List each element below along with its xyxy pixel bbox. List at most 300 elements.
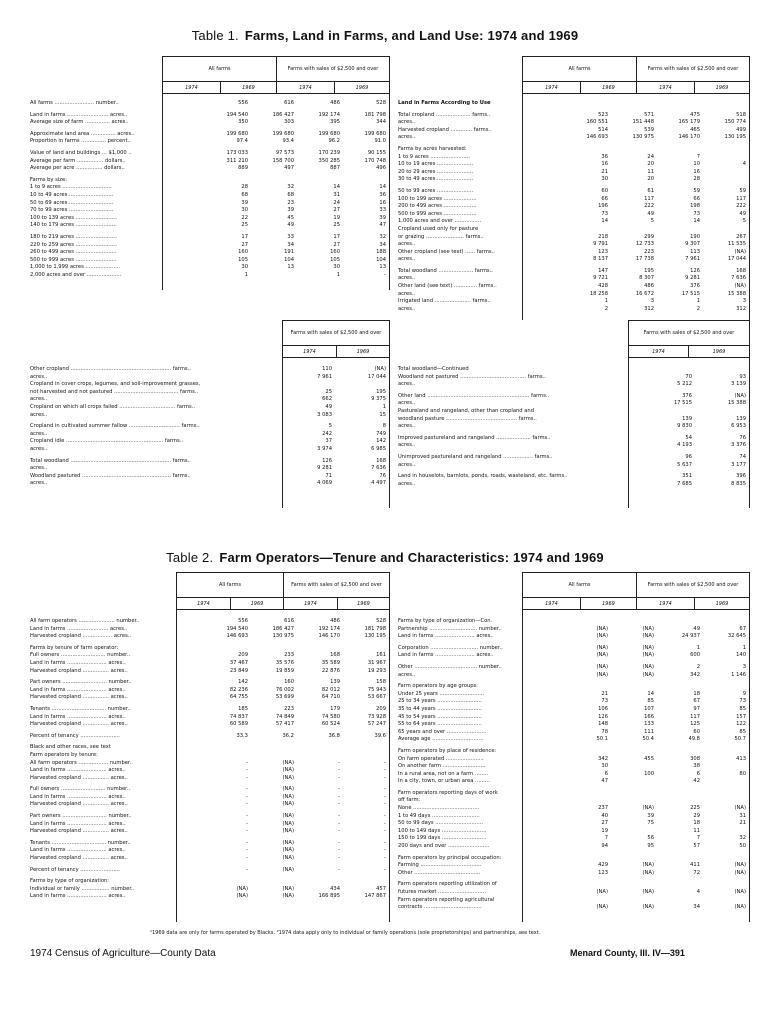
table-row xyxy=(398,423,750,431)
cell-b: 107 xyxy=(644,705,654,712)
cell-c xyxy=(658,855,704,863)
row-label: 25 to 34 years ........................... xyxy=(398,698,482,705)
row-label: not harvested and not pastured ....................................... farms.. xyxy=(30,388,199,395)
cell-d: 130 195 xyxy=(364,633,386,640)
cell-a: 194 540 xyxy=(226,111,248,118)
row-label: 10 to 49 acres ........................... xyxy=(30,191,114,198)
row-label: acres.. xyxy=(398,381,416,388)
cell-c xyxy=(658,748,704,756)
cell-c xyxy=(658,790,704,798)
table-row xyxy=(30,786,390,794)
row-label: 1 to 9 acres ........................ xyxy=(398,153,470,160)
row-label: Farms by tenure of farm operator: xyxy=(30,644,119,651)
cell-d: 122 xyxy=(736,721,746,728)
cell-b: (NA) xyxy=(642,663,654,670)
cell-d: 150 774 xyxy=(724,119,746,126)
cell-a xyxy=(206,878,252,886)
cell-a: 60 589 xyxy=(229,721,248,728)
row-label: acres.. xyxy=(398,241,416,248)
cell-c: 24 937 xyxy=(681,633,700,640)
table-row xyxy=(398,855,750,863)
table-row xyxy=(30,801,390,809)
table1-title: Table 1. Farms, Land in Farms, and Land Use: 1974 and 1969 xyxy=(191,28,579,43)
table-row xyxy=(398,473,750,481)
cell-a: 1 xyxy=(244,271,248,278)
row-label: acres.. xyxy=(398,671,416,678)
cell-c: 14 xyxy=(693,218,700,225)
table-row xyxy=(398,828,750,836)
cell-b: (NA) xyxy=(282,801,294,808)
cell-a: 194 540 xyxy=(226,625,248,632)
table-row xyxy=(30,389,390,397)
table-row xyxy=(30,813,390,821)
cell-d: 158 xyxy=(376,679,386,686)
cell-d: 396 xyxy=(736,473,746,480)
cell-c: 82 012 xyxy=(321,686,340,693)
table-row xyxy=(30,264,390,272)
cell-a: 9 721 xyxy=(593,275,608,282)
cell-b: 616 xyxy=(284,618,294,624)
cell-d: 222 xyxy=(736,203,746,210)
cell-d: 80 xyxy=(739,770,746,777)
cell-b: 151 448 xyxy=(632,119,654,126)
cell-b: 160 xyxy=(284,679,294,686)
table-row xyxy=(30,760,390,768)
cell-c: 242 xyxy=(322,430,332,437)
cell-a: 556 xyxy=(238,618,248,624)
cell-b: 486 xyxy=(644,283,654,290)
row-label: Cropland used only for pasture xyxy=(398,225,479,232)
cell-b: (NA) xyxy=(642,652,654,659)
cell-a: - xyxy=(246,828,248,835)
cell-a: - xyxy=(246,839,248,846)
row-label: Approximate land area ............... acres.. xyxy=(30,130,135,137)
row-label: Total woodland ............................................................. farms.. xyxy=(30,457,191,464)
table-row xyxy=(30,867,390,875)
cell-d: 74 xyxy=(739,453,746,460)
table-row xyxy=(30,821,390,829)
table-row xyxy=(30,374,390,382)
cell-a: - xyxy=(246,767,248,774)
cell-d: - xyxy=(384,271,386,278)
cell-d: 4 497 xyxy=(371,480,386,487)
cell-b: 5 xyxy=(650,218,654,225)
cell-a: 60 xyxy=(601,187,608,194)
table-row xyxy=(398,154,750,162)
cell-d xyxy=(704,797,750,805)
cell-d: 31 xyxy=(739,812,746,819)
cell-c: 18 xyxy=(693,690,700,697)
cell-d: (NA) xyxy=(374,366,386,372)
cell-d: 17 044 xyxy=(367,373,386,380)
cell-a: 36 xyxy=(601,153,608,160)
cell-c: 3 083 xyxy=(317,411,332,418)
cell-b: 616 xyxy=(284,100,294,106)
cell-d: (NA) xyxy=(734,889,746,895)
row-label: Other land .............................................................. farms.. xyxy=(398,392,550,399)
table-row xyxy=(30,138,390,146)
cell-d: 13 xyxy=(379,264,386,271)
cell-d: 76 xyxy=(739,434,746,441)
cell-b: 95 xyxy=(647,843,654,850)
cell-d: (NA) xyxy=(734,869,746,876)
table-row xyxy=(398,366,750,374)
table-row xyxy=(398,721,750,729)
table-row xyxy=(30,446,390,454)
table2-footnote: ¹1969 data are only for farms operated by Blacks. ²1974 data apply only to individual or family operations (sole proprietorships) and partnerships, see text. xyxy=(150,930,541,936)
cell-a: 8 137 xyxy=(593,256,608,263)
cell-a: 73 xyxy=(601,698,608,705)
cell-c: 4 193 xyxy=(677,442,692,449)
cell-b: 74 849 xyxy=(275,713,294,720)
cell-d: 6 953 xyxy=(731,423,746,430)
cell-c: 165 179 xyxy=(678,119,700,126)
row-label: acres.. xyxy=(30,396,48,403)
cell-a: 1 xyxy=(604,298,608,305)
table-row xyxy=(398,218,750,226)
cell-a: 21 xyxy=(601,690,608,697)
row-label: acres.. xyxy=(398,119,416,126)
cell-c: 199 680 xyxy=(318,130,340,137)
cell-b: 303 xyxy=(284,119,294,126)
cell-c: 190 xyxy=(690,233,700,240)
table-row xyxy=(398,820,750,828)
cell-c: - xyxy=(338,774,340,781)
cell-a: 21 xyxy=(601,168,608,175)
cell-c: 1 xyxy=(696,644,700,651)
row-label: On another farm .......................... xyxy=(398,763,486,770)
cell-d xyxy=(704,855,750,863)
cell-c: 6 xyxy=(696,770,700,777)
table-row xyxy=(30,192,390,200)
cell-d: 496 xyxy=(376,165,386,172)
row-label: Other cropland (see text) ...... farms.. xyxy=(398,248,495,255)
cell-a: - xyxy=(246,847,248,854)
table1-left-panel xyxy=(30,100,390,279)
cell-d: - xyxy=(384,855,386,862)
cell-d xyxy=(344,177,390,185)
cell-d: 413 xyxy=(736,755,746,762)
cell-d: 9 xyxy=(742,690,746,697)
table-row xyxy=(398,203,750,211)
cell-d: 181 798 xyxy=(364,111,386,118)
row-label: All farms ........................ number.. xyxy=(30,100,119,106)
table-row xyxy=(398,196,750,204)
table-row xyxy=(30,177,390,185)
cell-c: 179 xyxy=(330,705,340,712)
row-label: Farm operators reporting agricultural xyxy=(398,896,495,903)
table-row xyxy=(398,881,750,889)
cell-b: (NA) xyxy=(282,828,294,835)
cell-b xyxy=(612,797,658,805)
table-row xyxy=(30,679,390,687)
table-row xyxy=(30,794,390,802)
row-label: acres.. xyxy=(398,442,416,449)
cell-b: 223 xyxy=(284,705,294,712)
cell-d xyxy=(344,744,390,752)
cell-d: (NA) xyxy=(734,862,746,869)
table-row xyxy=(30,366,390,374)
cell-b xyxy=(612,778,658,786)
cell-b: 497 xyxy=(284,165,294,172)
cell-c: 887 xyxy=(330,165,340,172)
cell-d: 140 xyxy=(736,652,746,659)
cell-d: 33 xyxy=(379,207,386,214)
row-label: Land in farms ........................ acres.. xyxy=(30,767,126,774)
cell-a xyxy=(566,897,612,905)
cell-d: 1 xyxy=(382,403,386,410)
cell-d: 157 xyxy=(736,713,746,720)
cell-b: 233 xyxy=(284,652,294,659)
cell-c xyxy=(658,226,704,234)
cell-b: 117 xyxy=(644,195,654,202)
cell-c xyxy=(282,381,336,389)
row-label: acres.. xyxy=(30,373,48,380)
cell-c: - xyxy=(338,801,340,808)
row-label: Land in Farms According to Use xyxy=(398,100,491,106)
cell-b: 8 307 xyxy=(639,275,654,282)
row-label: acres.. xyxy=(30,411,48,418)
cell-d: 168 xyxy=(736,267,746,274)
cell-c: 27 xyxy=(333,207,340,214)
row-label: Land in farms ........................ acres.. xyxy=(30,659,126,666)
cell-a: 2 xyxy=(604,305,608,312)
cell-d: (NA) xyxy=(734,805,746,812)
cell-d: 5 xyxy=(742,218,746,225)
cell-b xyxy=(252,752,298,760)
cell-a: 25 xyxy=(241,222,248,229)
row-label: Total cropland ..................... farms.. xyxy=(398,111,491,118)
cell-c: 117 xyxy=(690,713,700,720)
cell-d: 312 xyxy=(736,305,746,312)
cell-c: 67 xyxy=(693,698,700,705)
table-row xyxy=(398,306,750,314)
row-label: Tenants ................................. number.. xyxy=(30,705,131,712)
cell-c: 198 xyxy=(690,203,700,210)
cell-a: 237 xyxy=(598,805,608,812)
table-row xyxy=(30,668,390,676)
cell-c: 96 xyxy=(685,453,692,460)
cell-b: 571 xyxy=(644,111,654,118)
cell-d xyxy=(696,408,750,416)
cell-b: (NA) xyxy=(642,889,654,895)
row-label: Cropland in cultivated summer fallow ............................... farms.. xyxy=(30,423,200,430)
cell-d xyxy=(704,169,750,177)
cell-b: 20 xyxy=(647,176,654,183)
row-label: 50 to 99 acres ...................... xyxy=(398,187,474,194)
cell-c: 113 xyxy=(690,248,700,255)
cell-b: 191 xyxy=(284,249,294,256)
cell-b: 35 576 xyxy=(275,659,294,666)
row-label: Unimproved pastureland and rangeland .................. farms.. xyxy=(398,453,553,460)
row-label: Land in farms ........................ acres.. xyxy=(30,847,126,854)
cell-c: - xyxy=(338,759,340,766)
cell-c: 72 xyxy=(693,869,700,876)
cell-b: (NA) xyxy=(642,805,654,812)
cell-c: 74 580 xyxy=(321,713,340,720)
cell-c: 64 710 xyxy=(321,694,340,701)
cell-d: 147 867 xyxy=(364,893,386,900)
cell-a: 429 xyxy=(598,862,608,869)
cell-d: 75 943 xyxy=(367,686,386,693)
cell-c: 4 xyxy=(696,889,700,895)
cell-b: 14 xyxy=(647,690,654,697)
cell-a: 37 467 xyxy=(229,659,248,666)
row-label: Farming ..................................... xyxy=(398,862,482,869)
row-label: Woodland pastured ...................................................... farms.. xyxy=(30,472,191,479)
cell-d: 3 177 xyxy=(731,461,746,468)
cell-d: 9 375 xyxy=(371,396,386,403)
row-label: Part owners ........................... number.. xyxy=(30,679,132,686)
cell-a: 28 xyxy=(241,184,248,191)
cell-b: 17 738 xyxy=(635,256,654,263)
cell-d: (NA) xyxy=(734,283,746,290)
table-row xyxy=(30,893,390,901)
cell-a: 27 xyxy=(601,820,608,827)
row-label: Corporation ............................. number.. xyxy=(398,644,503,651)
cell-b xyxy=(612,100,658,108)
table-row xyxy=(398,112,750,120)
row-label: contracts ................................... xyxy=(398,904,482,911)
row-label: Farm operators reporting days of work xyxy=(398,789,498,796)
cell-c xyxy=(658,100,704,108)
cell-d: 11 535 xyxy=(727,241,746,248)
cell-a: 97.4 xyxy=(236,138,248,145)
table2-left-header: All farms Farms with sales of $2,500 and over 1974 1969 1974 1969 xyxy=(176,572,390,610)
cell-c: 192 174 xyxy=(318,111,340,118)
cell-b: 57 417 xyxy=(275,721,294,728)
table-row xyxy=(30,184,390,192)
cell-d: 104 xyxy=(376,256,386,263)
row-label: 1,000 to 1,999 acres ..................... xyxy=(30,264,121,271)
cell-d: 14 xyxy=(379,184,386,191)
cell-a: 889 xyxy=(238,165,248,172)
cell-b: 130 975 xyxy=(632,134,654,141)
cell-c: 22 876 xyxy=(321,667,340,674)
cell-a: 14 xyxy=(601,218,608,225)
cell-a: 142 xyxy=(238,679,248,686)
cell-c: 376 xyxy=(682,392,692,399)
table-row xyxy=(30,249,390,257)
cell-c: 395 xyxy=(330,119,340,126)
cell-a: 30 xyxy=(601,176,608,183)
row-label: 140 to 179 acres ......................... xyxy=(30,222,117,229)
table-row xyxy=(398,226,750,234)
cell-b: (NA) xyxy=(282,847,294,854)
cell-d: 3 139 xyxy=(731,381,746,388)
table-row xyxy=(30,767,390,775)
table-row xyxy=(398,381,750,389)
table-row xyxy=(30,381,390,389)
cell-a: 39 xyxy=(241,199,248,206)
row-label: Farm operators by age groups: xyxy=(398,683,478,690)
cell-c: 7 961 xyxy=(685,256,700,263)
cell-d: 19 293 xyxy=(367,667,386,674)
cell-b: 39 xyxy=(287,207,294,214)
row-label: Pastureland and rangeland, other than cropland and xyxy=(398,407,535,414)
table-row xyxy=(30,473,390,481)
cell-d: - xyxy=(384,828,386,835)
cell-c xyxy=(658,618,704,626)
row-label: Farms by size: xyxy=(30,176,67,183)
table-row xyxy=(30,215,390,223)
table-row xyxy=(398,283,750,291)
cell-b: 53 699 xyxy=(275,694,294,701)
cell-c: 7 xyxy=(696,835,700,842)
table-row xyxy=(398,176,750,184)
row-label: Part owners ........................... number.. xyxy=(30,813,132,820)
table1-lower-right-header: Farms with sales of $2,500 and over 1974 1969 xyxy=(628,320,750,358)
row-label: 100 to 139 acres ......................... xyxy=(30,214,117,221)
cell-c: - xyxy=(338,828,340,835)
row-label: 100 to 199 acres .................... xyxy=(398,195,477,202)
table2-right-panel xyxy=(398,618,750,912)
table-row xyxy=(398,897,750,905)
row-label: 20 to 29 acres ...................... xyxy=(398,168,474,175)
row-label: acres.. xyxy=(30,430,48,437)
row-label: 1 to 49 days ............................. xyxy=(398,812,480,819)
cell-c: 54 xyxy=(685,434,692,441)
cell-b xyxy=(612,618,658,626)
table-row xyxy=(30,878,390,886)
cell-a: 40 xyxy=(601,812,608,819)
cell-d: - xyxy=(384,774,386,781)
table-row xyxy=(398,698,750,706)
cell-d: - xyxy=(384,866,386,873)
cell-c: 25 xyxy=(325,388,332,395)
cell-c: - xyxy=(338,767,340,774)
table-row xyxy=(398,706,750,714)
cell-d: (NA) xyxy=(734,904,746,911)
cell-c: 475 xyxy=(690,111,700,118)
cell-a: 514 xyxy=(598,126,608,133)
cell-c xyxy=(642,408,696,416)
cell-d: 73 xyxy=(739,698,746,705)
cell-c: 465 xyxy=(690,126,700,133)
row-label: Harvested cropland ................ acres.. xyxy=(30,721,128,728)
cell-d: 39.6 xyxy=(374,732,386,739)
table-row xyxy=(30,847,390,855)
cell-c: 486 xyxy=(330,100,340,106)
row-label: Land in farms ......................... acres.. xyxy=(30,625,128,632)
cell-a: 185 xyxy=(238,705,248,712)
cell-a: 148 xyxy=(598,721,608,728)
cell-d: 85 xyxy=(739,728,746,735)
cell-c: 42 xyxy=(693,778,700,785)
table-row xyxy=(398,416,750,424)
cell-b: 75 xyxy=(647,820,654,827)
cell-b: (NA) xyxy=(282,839,294,846)
cell-c xyxy=(658,897,704,905)
cell-b: 23 xyxy=(287,199,294,206)
table-row xyxy=(30,687,390,695)
cell-b: 223 xyxy=(644,248,654,255)
cell-d: 7 636 xyxy=(371,465,386,472)
cell-b: (NA) xyxy=(642,633,654,640)
cell-d xyxy=(704,176,750,184)
cell-a: 94 xyxy=(601,843,608,850)
cell-d: 188 xyxy=(376,249,386,256)
table-row xyxy=(30,618,390,626)
cell-b: (NA) xyxy=(642,904,654,911)
cell-b: (NA) xyxy=(282,820,294,827)
cell-d: 36 xyxy=(379,191,386,198)
cell-d: 67 xyxy=(739,625,746,632)
row-label: acres.. xyxy=(30,445,48,452)
cell-c: 59 xyxy=(693,187,700,194)
cell-a: 523 xyxy=(598,111,608,118)
row-label: or grazing ....................... farms.. xyxy=(398,233,484,240)
